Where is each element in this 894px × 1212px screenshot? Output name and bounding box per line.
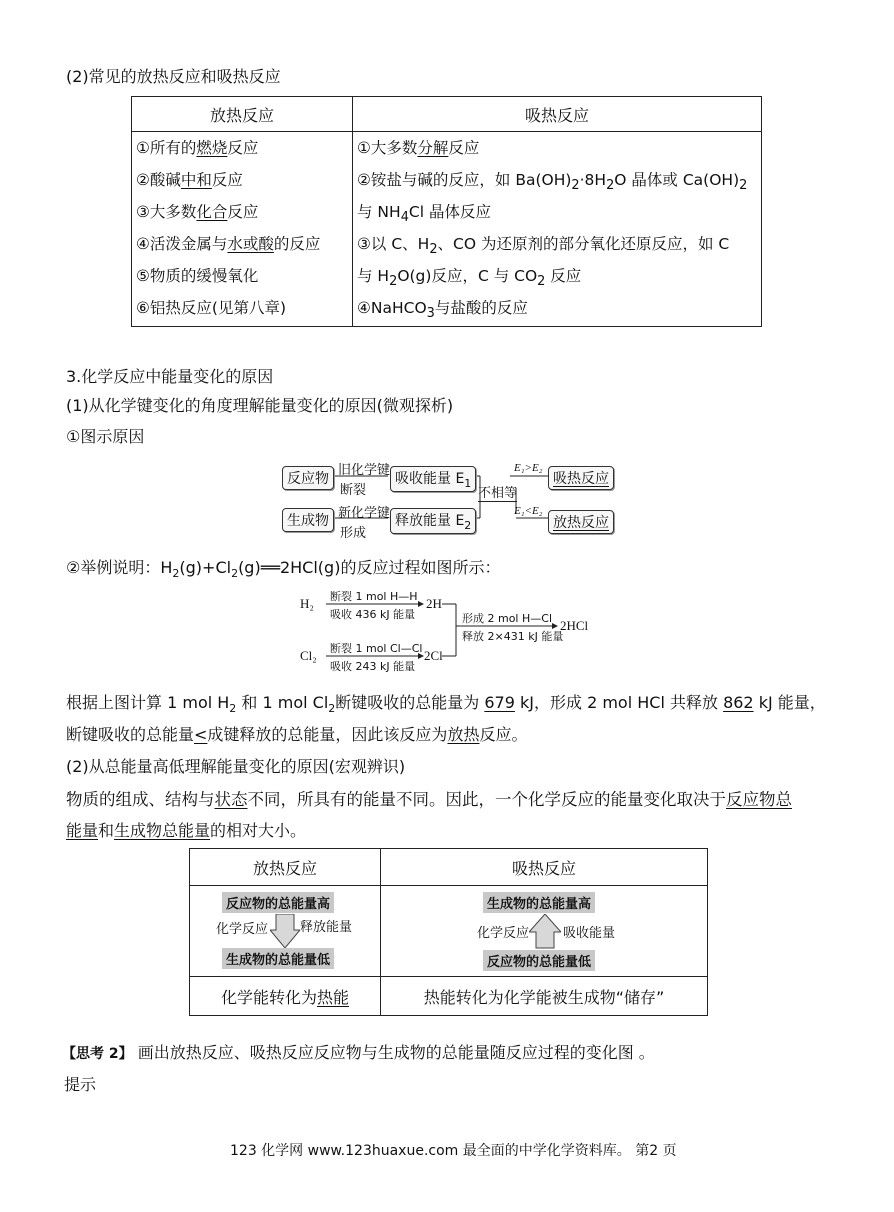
- endothermic-diagram: 生成物的总能量高 化学反应 吸收能量 反应物的总能量低: [381, 886, 708, 977]
- header-endothermic-2: 吸热反应: [381, 849, 708, 886]
- up-arrow-icon: [529, 914, 561, 950]
- example-line: ②举例说明：$H_2(g)+Cl_2(g)══2HCl(g)$的反应过程如图所示：: [66, 558, 501, 581]
- endothermic-conversion: 热能转化为化学能被生成物“储存”: [381, 977, 708, 1016]
- two-h-label: 2H: [426, 596, 442, 611]
- header-exothermic-2: 放热反应: [190, 849, 381, 886]
- exothermic-box: 放热反应: [548, 510, 614, 534]
- two-cl-label: 2Cl: [424, 648, 443, 663]
- condition-lt: E₁<E₂: [514, 505, 543, 517]
- exothermic-list: ①所有的燃烧反应 ②酸碱中和反应 ③大多数化合反应 ④活泼金属与水或酸的反应 ⑤物质的缓慢氧化 ⑥铝热反应(见第八章): [132, 132, 353, 327]
- calc-line-1: 根据上图计算 1 mol $H_2$ 和 1 mol $Cl_2$断键吸收的总能量为 679 kJ，形成 2 mol HCl 共释放 862 kJ 能量，: [66, 693, 826, 716]
- hint-label: 提示: [64, 1075, 97, 1094]
- diagram-caption-1: ①图示原因: [66, 427, 145, 446]
- think-prompt: 【思考 2】 画出放热反应、吸热反应反应物与生成物的总能量随反应过程的变化图 。: [62, 1043, 655, 1062]
- calc-line-2: 断键吸收的总能量<成键释放的总能量，因此该反应为放热反应。: [66, 725, 528, 744]
- cl-absorb-label: 吸收 243 kJ 能量: [330, 660, 416, 673]
- unequal-label: 不相等: [478, 482, 517, 502]
- h-absorb-label: 吸收 436 kJ 能量: [330, 608, 416, 621]
- absorb-energy-box: 吸收能量 $E_1$: [390, 466, 476, 492]
- reactants-box: 反应物: [282, 466, 334, 490]
- release-hcl-label: 释放 2×431 kJ 能量: [462, 630, 564, 643]
- h-break-label: 断裂 1 mol H—H: [330, 590, 418, 603]
- subsection-3-2: (2)从总能量高低理解能量变化的原因(宏观辨识): [66, 757, 406, 776]
- hcl-label: 2HCl: [560, 618, 589, 633]
- form-label: 形成: [340, 526, 367, 541]
- products-box: 生成物: [282, 508, 334, 532]
- condition-gt: E₁>E₂: [514, 462, 543, 474]
- cl2-label: Cl₂: [300, 648, 317, 663]
- reaction-types-table: [131, 96, 762, 327]
- h2-label: H₂: [300, 596, 314, 611]
- section-title-3: 3.化学反应中能量变化的原因: [66, 367, 274, 386]
- cl-break-label: 断裂 1 mol Cl—Cl: [330, 642, 423, 655]
- header-endothermic: 吸热反应: [353, 97, 762, 132]
- endothermic-list: ①大多数分解反应 ②铵盐与碱的反应，如 $Ba(OH)_2\cdot 8H_2O$ 晶体或 $Ca(OH)_2$ 与 $NH_4Cl$ 晶体反应 ③以 C、$H_2$、CO 为还原剂的部分氧化还原反应，如 C 与 $H_2O(g)$反应，C 与 $CO_2$ 反应 ④NaHCO$_3$与盐酸的反应: [353, 132, 762, 327]
- break-label: 断裂: [340, 483, 367, 498]
- old-bond-label: 旧化学键: [338, 463, 391, 478]
- section-title-2: (2)常见的放热反应和吸热反应: [66, 67, 281, 86]
- macro-line-1: 物质的组成、结构与状态不同，所具有的能量不同。因此，一个化学反应的能量变化取决于反应物总: [66, 790, 792, 809]
- exothermic-conversion: 化学能转化为热能: [190, 977, 381, 1016]
- subsection-3-1: (1)从化学键变化的角度理解能量变化的原因(微观探析): [66, 396, 454, 415]
- exothermic-diagram: 反应物的总能量高 化学反应 释放能量 生成物的总能量低: [190, 886, 381, 977]
- page-footer: 123 化学网 www.123huaxue.com 最全面的中学化学资料库。 第2 页: [230, 1143, 677, 1159]
- down-arrow-icon: [270, 914, 300, 950]
- energy-level-table: [189, 848, 708, 1016]
- header-exothermic: 放热反应: [132, 97, 353, 132]
- release-energy-box: 释放能量 $E_2$: [390, 508, 476, 534]
- form-hcl-label: 形成 2 mol H—Cl: [462, 612, 552, 625]
- new-bond-label: 新化学键: [338, 506, 391, 521]
- endothermic-box: 吸热反应: [548, 466, 614, 490]
- macro-line-2: 能量和生成物总能量的相对大小。: [66, 821, 307, 840]
